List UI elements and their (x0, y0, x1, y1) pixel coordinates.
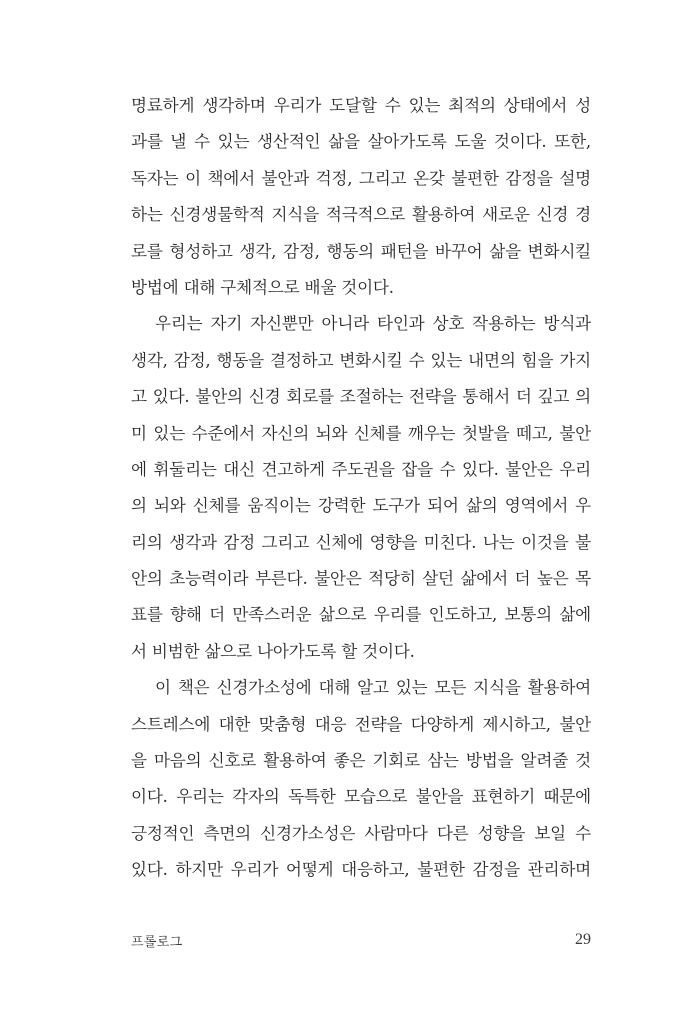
text-line: 에 휘둘리는 대신 견고하게 주도권을 잡을 수 있다. 불안은 우리 (131, 459, 591, 479)
text-line: 우리는 자기 자신뿐만 아니라 타인과 상호 작용하는 방식과 (155, 314, 591, 334)
paragraph-2 (131, 306, 591, 670)
text-line: 의 뇌와 신체를 움직이는 강력한 도구가 되어 삶의 영역에서 우 (131, 496, 591, 516)
text-line: 안의 초능력이라 부른다. 불안은 적당히 살던 삶에서 더 높은 목 (131, 569, 591, 589)
text-line: 독자는 이 책에서 불안과 걱정, 그리고 온갖 불편한 감정을 설명 (131, 168, 591, 188)
text-line: 이다. 우리는 각자의 독특한 모습으로 불안을 표현하기 때문에 (131, 787, 591, 807)
running-head: 프롤로그 (131, 934, 183, 950)
text-line: 방법에 대해 구체적으로 배울 것이다. (131, 277, 394, 297)
text-line: 을 마음의 신호로 활용하여 좋은 기회로 삼는 방법을 알려줄 것 (131, 751, 591, 771)
text-line: 미 있는 수준에서 자신의 뇌와 신체를 깨우는 첫발을 떼고, 불안 (131, 423, 591, 443)
paragraph-3 (131, 670, 591, 888)
text-line: 하는 신경생물학적 지식을 적극적으로 활용하여 새로운 신경 경 (131, 205, 591, 225)
body-text (131, 88, 591, 889)
text-line: 로를 형성하고 생각, 감정, 행동의 패턴을 바꾸어 삶을 변화시킬 (131, 241, 591, 261)
text-line: 서 비범한 삶으로 나아가도록 할 것이다. (131, 641, 415, 661)
text-line: 이 책은 신경가소성에 대해 알고 있는 모든 지식을 활용하여 (155, 678, 591, 698)
page-number: 29 (575, 931, 591, 948)
text-line: 긍정적인 측면의 신경가소성은 사람마다 다른 성향을 보일 수 (131, 823, 591, 843)
text-line: 리의 생각과 감정 그리고 신체에 영향을 미친다. 나는 이것을 불 (131, 532, 591, 552)
paragraph-1 (131, 88, 591, 306)
text-line: 표를 향해 더 만족스러운 삶으로 우리를 인도하고, 보통의 삶에 (131, 605, 591, 625)
text-line: 스트레스에 대한 맞춤형 대응 전략을 다양하게 제시하고, 불안 (131, 714, 591, 734)
text-line: 생각, 감정, 행동을 결정하고 변화시킬 수 있는 내면의 힘을 가지 (131, 350, 591, 370)
text-line: 있다. 하지만 우리가 어떻게 대응하고, 불편한 감정을 관리하며 (131, 860, 591, 880)
page-footer (131, 928, 591, 952)
text-line: 명료하게 생각하며 우리가 도달할 수 있는 최적의 상태에서 성 (131, 96, 591, 115)
text-line: 과를 낼 수 있는 생산적인 삶을 살아가도록 도울 것이다. 또한, (131, 132, 591, 152)
text-line: 고 있다. 불안의 신경 회로를 조절하는 전략을 통해서 더 깊고 의 (131, 387, 591, 407)
